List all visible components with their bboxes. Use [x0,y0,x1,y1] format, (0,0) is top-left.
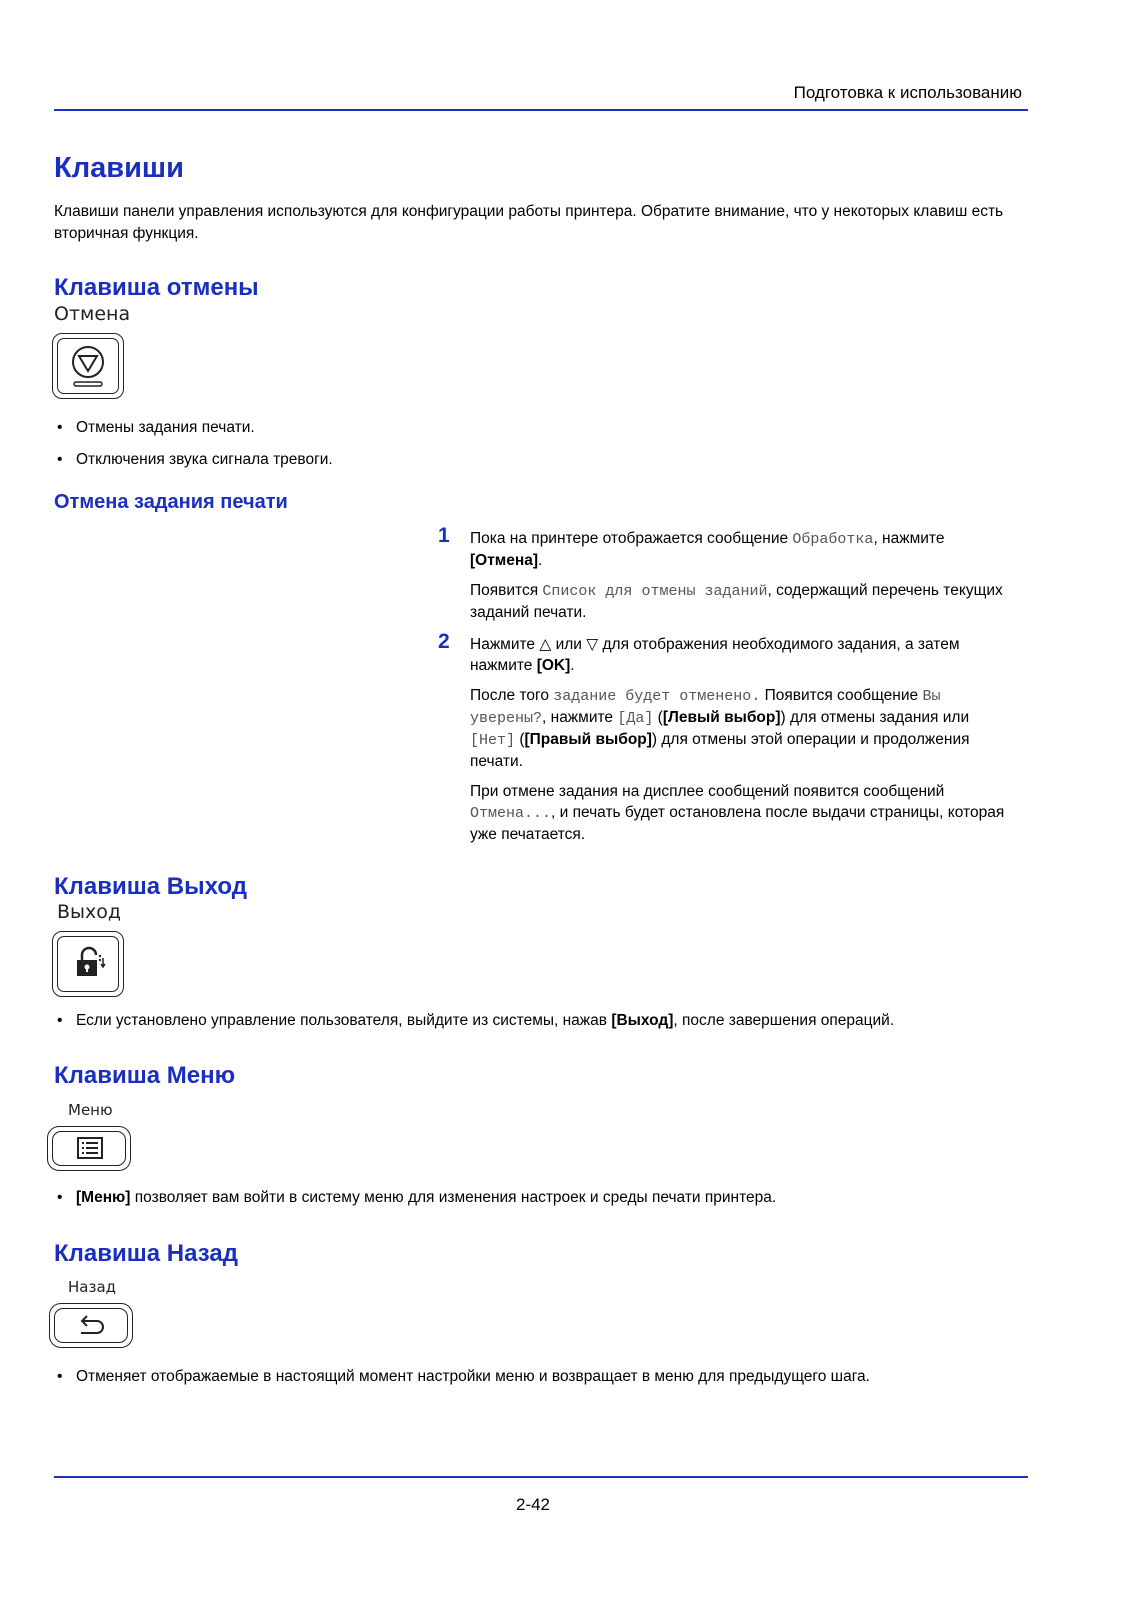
step-2-note-1: После того задание будет отменено. Появится сообщение Вы уверены?, нажмите [Да] ([Левый выбор]) для отмены задания или [Нет] ([Правый выбор]) для отмены этой операции и продолжения печати. [470,687,970,770]
back-key[interactable] [49,1303,133,1348]
back-arrow-icon [77,1313,107,1337]
up-arrow-icon: △ [539,636,552,653]
cancel-key-bullets [54,417,333,481]
back-key-bullets [54,1366,870,1398]
cancel-key[interactable] [52,333,124,399]
step-2-instruction: Нажмите △ или ▽ для отображения необходимого задания, а затем нажмите [OK]. [470,636,960,674]
intro-paragraph: Клавиши панели управления используются для конфигурации работы принтера. Обратите внимание, что у некоторых клавиш есть вторичная функция. [54,203,1004,242]
header-rule [54,109,1028,111]
cancel-print-job-heading: Отмена задания печати [54,491,288,513]
stop-icon [68,342,108,388]
list-item: • Отключения звука сигнала тревоги. [54,449,333,471]
unlock-icon [73,946,107,982]
cancel-key-heading: Клавиша отмены [54,274,259,301]
list-item: • Отмены задания печати. [54,417,333,439]
menu-key[interactable] [47,1126,131,1171]
back-key-caption: Назад [68,1278,117,1296]
step-number: 2 [438,630,450,653]
running-header: Подготовка к использованию [793,83,1022,102]
step-1-instruction: Пока на принтере отображается сообщение Обработка, нажмите [Отмена]. [470,530,945,569]
list-item: • [Меню] позволяет вам войти в систему меню для изменения настроек и среды печати принтера. [54,1187,776,1209]
logout-key-caption: Выход [57,901,122,923]
logout-key-heading: Клавиша Выход [54,873,247,900]
back-key-heading: Клавиша Назад [54,1240,238,1267]
list-item: • Если установлено управление пользователя, выйдите из системы, нажав [Выход], после завершения операций. [54,1010,894,1032]
list-item: • Отменяет отображаемые в настоящий момент настройки меню и возвращает в меню для предыдущего шага. [54,1366,870,1388]
page-title: Клавиши [54,152,184,184]
step-number: 1 [438,524,450,547]
down-arrow-icon: ▽ [586,636,599,653]
cancel-key-caption: Отмена [54,303,131,325]
step-2-note-2: При отмене задания на дисплее сообщений появится сообщений Отмена..., и печать будет остановлена после выдачи страницы, которая уже печатается. [470,783,1005,843]
menu-key-bullets [54,1187,776,1219]
step-1 [470,528,1010,632]
logout-key[interactable] [52,931,124,997]
menu-key-caption: Меню [68,1101,113,1119]
step-1-note: Появится Список для отмены заданий, содержащий перечень текущих заданий печати. [470,582,1003,621]
logout-key-bullets [54,1010,894,1042]
menu-list-icon [77,1137,103,1159]
step-2 [470,634,1010,854]
footer-rule [54,1476,1028,1478]
menu-key-heading: Клавиша Меню [54,1062,236,1089]
page-number: 2-42 [515,1495,551,1514]
